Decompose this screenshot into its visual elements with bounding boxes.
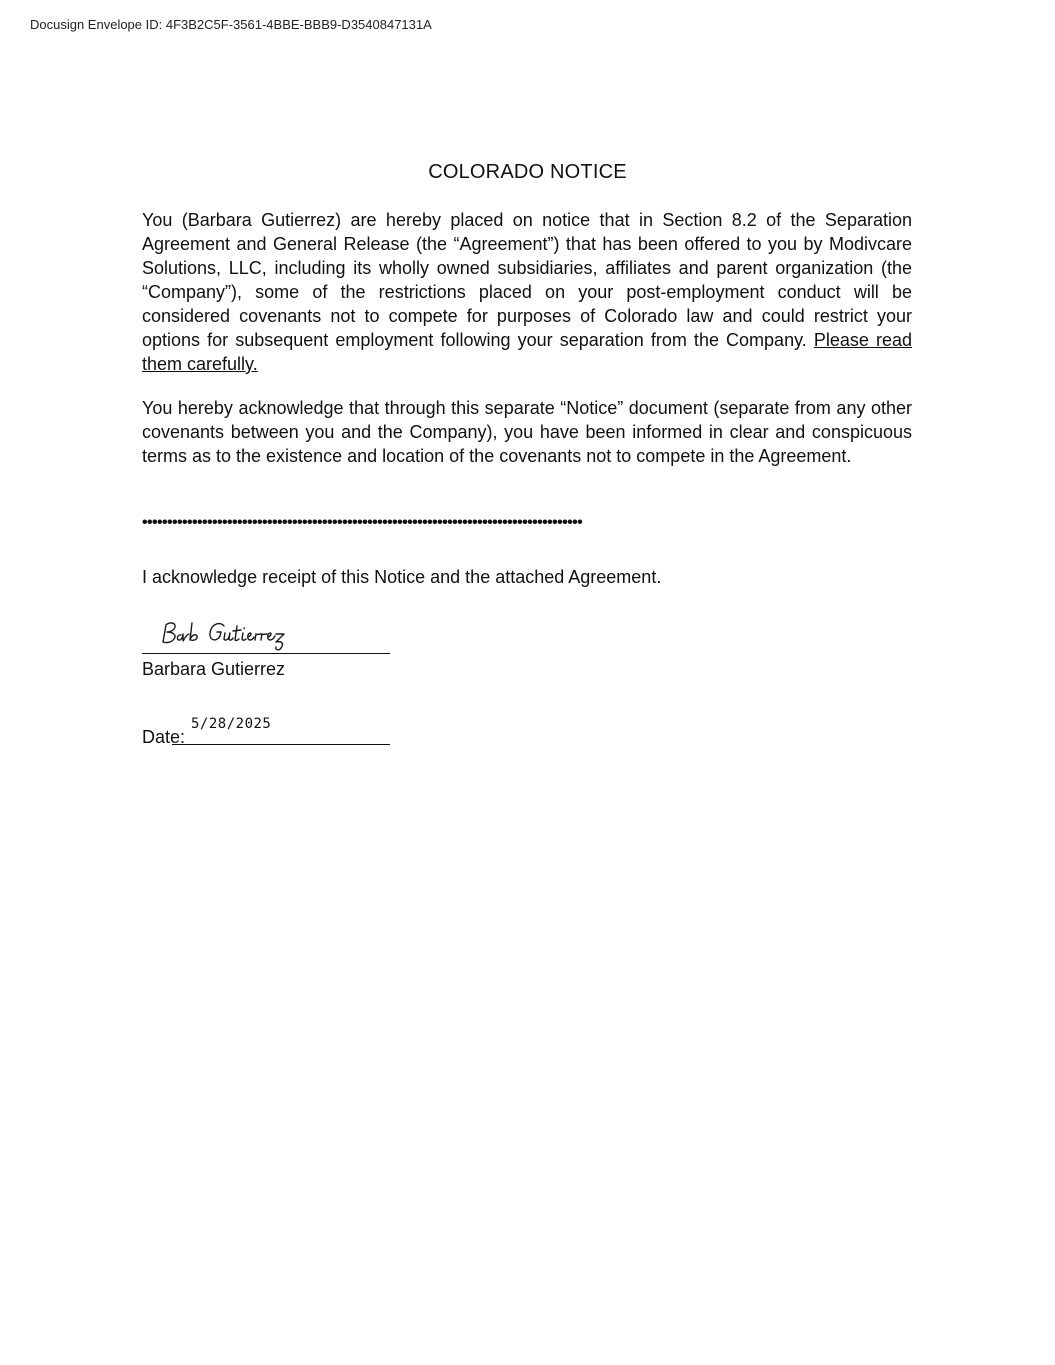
page-title: COLORADO NOTICE xyxy=(428,161,627,183)
date-value: 5/28/2025 xyxy=(191,716,272,732)
date-label: Date: xyxy=(142,727,186,747)
dotted-separator: •••••••••••••••••••••••••••••••••••••••••••••••••••••••••••••••••••••••••••••••••••••••• xyxy=(142,514,583,531)
docusign-envelope-id: Docusign Envelope ID: 4F3B2C5F-3561-4BBE-BBB9-D3540847131A xyxy=(30,17,432,32)
notice-paragraph-text: You (Barbara Gutierrez) are hereby placed on notice that in Section 8.2 of the Separation Agreement and General Release (the “Agreement”) that has been offered to you by Modivcare Solutions, LLC, including its wholly owned subsidiaries, affiliates and parent organization (the “Company”), some of the restrictions placed on your post-employment conduct will be considered covenants not to compete for purposes of Colorado law and could restrict your options for subsequent employment following your separation from the Company. xyxy=(142,210,912,350)
notice-paragraph xyxy=(142,208,912,376)
signature-line xyxy=(142,653,390,654)
handwritten-signature xyxy=(157,614,302,654)
signer-name: Barbara Gutierrez xyxy=(142,659,286,679)
receipt-acknowledgment: I acknowledge receipt of this Notice and the attached Agreement. xyxy=(142,567,662,587)
date-line xyxy=(172,744,390,745)
acknowledgment-paragraph: You hereby acknowledge that through this separate “Notice” document (separate from any other covenants between you and the Company), you have been informed in clear and conspicuous terms as to the existence and location of the covenants not to compete in the Agreement. xyxy=(142,398,912,466)
read-carefully-emphasis: Please read them carefully. xyxy=(142,330,912,374)
